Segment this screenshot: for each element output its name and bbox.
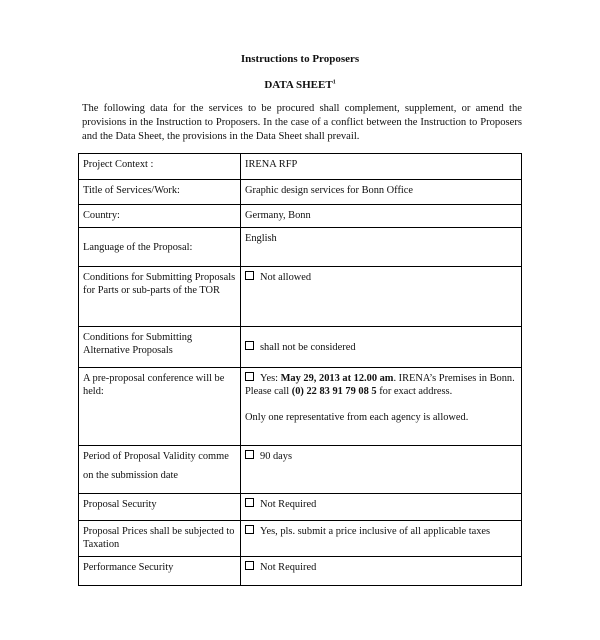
document-title: Instructions to Proposers bbox=[240, 53, 360, 65]
checkbox-icon bbox=[245, 498, 254, 507]
table-row bbox=[79, 494, 522, 521]
row-value bbox=[241, 267, 522, 327]
row-value: English bbox=[241, 228, 522, 267]
row-value-text: 90 days bbox=[260, 451, 293, 462]
conference-location: . IRENA’s Premises in Bonn. bbox=[393, 373, 515, 384]
conference-phone: (0) 22 83 91 79 08 5 bbox=[291, 386, 377, 397]
call-suffix: for exact address. bbox=[376, 386, 453, 397]
row-value-text: Not Required bbox=[260, 499, 317, 510]
table-row bbox=[79, 205, 522, 228]
conference-yes: Yes: bbox=[260, 373, 279, 384]
row-value bbox=[241, 368, 522, 446]
checkbox-icon bbox=[245, 450, 254, 459]
checkbox-icon bbox=[245, 271, 254, 280]
table-row bbox=[79, 521, 522, 557]
data-sheet-heading-text: DATA SHEET bbox=[264, 79, 333, 91]
row-label: Conditions for Submitting Proposals for Parts or sub-parts of the TOR bbox=[79, 267, 241, 327]
table-row bbox=[79, 327, 522, 368]
table-row bbox=[79, 446, 522, 494]
table-row bbox=[79, 267, 522, 327]
row-label: Proposal Security bbox=[79, 494, 241, 521]
row-value-text: shall not be considered bbox=[260, 342, 356, 353]
table-row bbox=[79, 557, 522, 586]
row-label bbox=[79, 446, 241, 494]
row-label-line: Period of Proposal Validity comme bbox=[83, 451, 229, 462]
conference-note: Only one representative from each agency is allowed. bbox=[245, 412, 469, 423]
row-value: Graphic design services for Bonn Office bbox=[241, 180, 522, 205]
row-label: Performance Security bbox=[79, 557, 241, 586]
row-label: Project Context : bbox=[79, 154, 241, 180]
checkbox-icon bbox=[245, 561, 254, 570]
row-value-text: Not allowed bbox=[260, 272, 312, 283]
checkbox-icon bbox=[245, 341, 254, 350]
row-value bbox=[241, 327, 522, 368]
intro-paragraph: The following data for the services to be procured shall complement, supplement, or amend the provisions in the Instruction to Proposers. In the case of a conflict between the Instruction to Proposers and the Data Sheet, the provisions in the Data Sheet shall prevail. bbox=[82, 103, 522, 142]
row-value: Germany, Bonn bbox=[241, 205, 522, 228]
call-prefix: Please call bbox=[245, 386, 292, 397]
conference-date: May 29, 2013 at 12.00 am bbox=[280, 373, 394, 384]
row-label: Country: bbox=[79, 205, 241, 228]
row-label: Language of the Proposal: bbox=[79, 228, 241, 267]
checkbox-icon bbox=[245, 525, 254, 534]
footnote-marker: 1 bbox=[332, 79, 336, 86]
table-row bbox=[79, 368, 522, 446]
row-label: Conditions for Submitting Alternative Proposals bbox=[79, 327, 241, 368]
checkbox-icon bbox=[245, 372, 254, 381]
table-row bbox=[79, 228, 522, 267]
row-value-text: Yes, pls. submit a price inclusive of all applicable taxes bbox=[260, 526, 491, 537]
row-value bbox=[241, 494, 522, 521]
row-value: IRENA RFP bbox=[241, 154, 522, 180]
row-label-line: on the submission date bbox=[83, 470, 178, 481]
row-value bbox=[241, 557, 522, 586]
row-label: Title of Services/Work: bbox=[79, 180, 241, 205]
row-label: A pre-proposal conference will be held: bbox=[79, 368, 241, 446]
data-sheet-table bbox=[78, 153, 522, 586]
row-value-text: Not Required bbox=[260, 562, 317, 573]
row-value bbox=[241, 521, 522, 557]
table-row bbox=[79, 180, 522, 205]
table-row bbox=[79, 154, 522, 180]
data-sheet-heading bbox=[0, 79, 600, 91]
row-value bbox=[241, 446, 522, 494]
row-label: Proposal Prices shall be subjected to Taxation bbox=[79, 521, 241, 557]
